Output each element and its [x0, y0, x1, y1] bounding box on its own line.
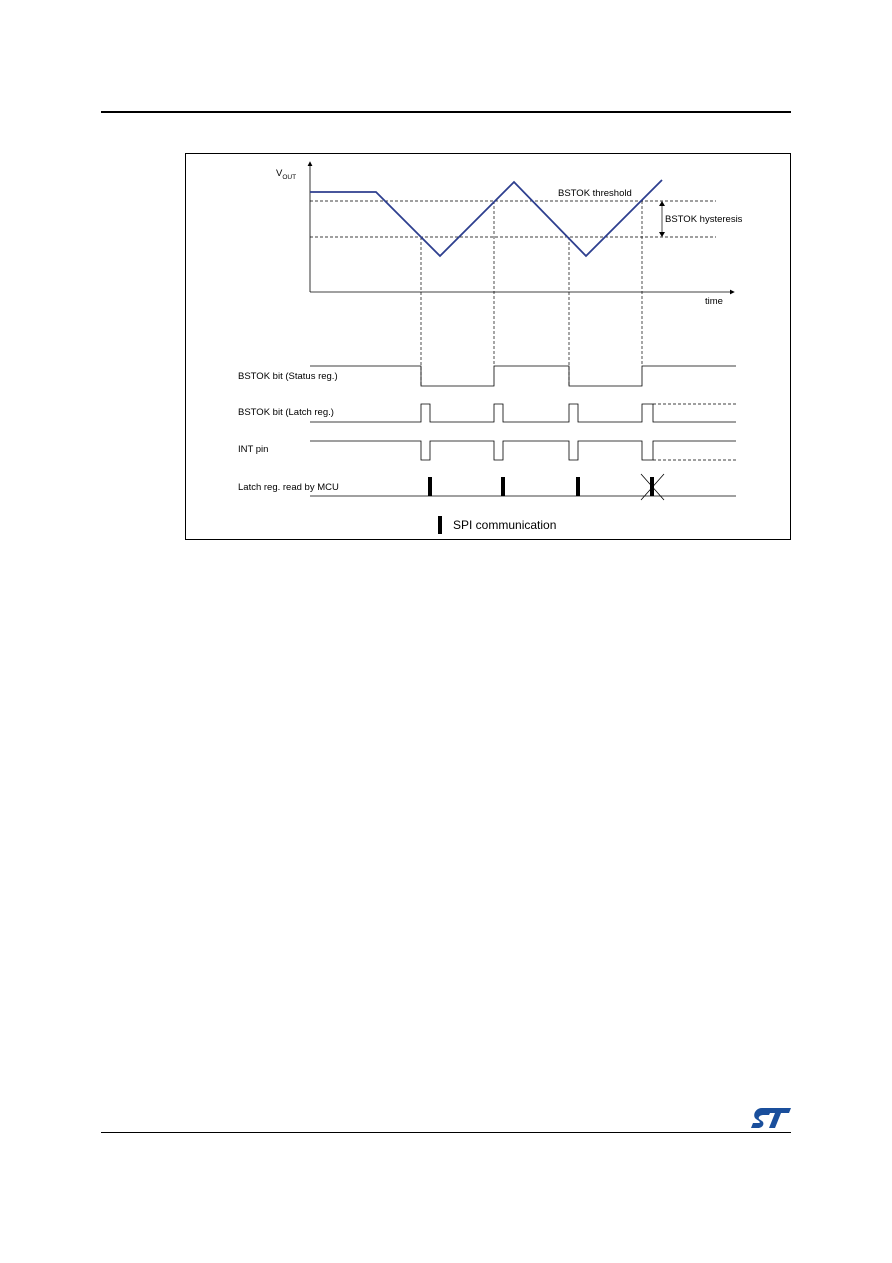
signal-label-latch: BSTOK bit (Latch reg.)	[238, 407, 334, 418]
signal-label-int: INT pin	[238, 444, 269, 455]
spi-read-1	[428, 477, 432, 496]
st-logo-icon	[750, 1106, 792, 1130]
legend-spi-mark	[438, 516, 442, 534]
event-markers	[421, 201, 642, 386]
hysteresis-arrow-top	[659, 201, 665, 206]
timing-diagram	[186, 154, 792, 541]
hysteresis-label: BSTOK hysteresis	[665, 214, 743, 225]
int-waveform	[310, 441, 736, 460]
threshold-label: BSTOK threshold	[558, 188, 632, 199]
header-rule	[101, 111, 791, 113]
signal-label-status: BSTOK bit (Status reg.)	[238, 371, 338, 382]
latch-waveform	[310, 404, 736, 422]
timing-diagram-figure	[185, 153, 791, 540]
y-axis-label: $V_{OUT}$	[276, 168, 297, 181]
x-axis-label: time	[705, 296, 723, 307]
spi-read-3	[576, 477, 580, 496]
legend-label: SPI communication	[453, 518, 557, 532]
footer-rule	[101, 1132, 791, 1133]
hysteresis-arrow-bottom	[659, 232, 665, 237]
status-waveform	[310, 366, 736, 386]
spi-read-2	[501, 477, 505, 496]
signal-label-read: Latch reg. read by MCU	[238, 482, 339, 493]
